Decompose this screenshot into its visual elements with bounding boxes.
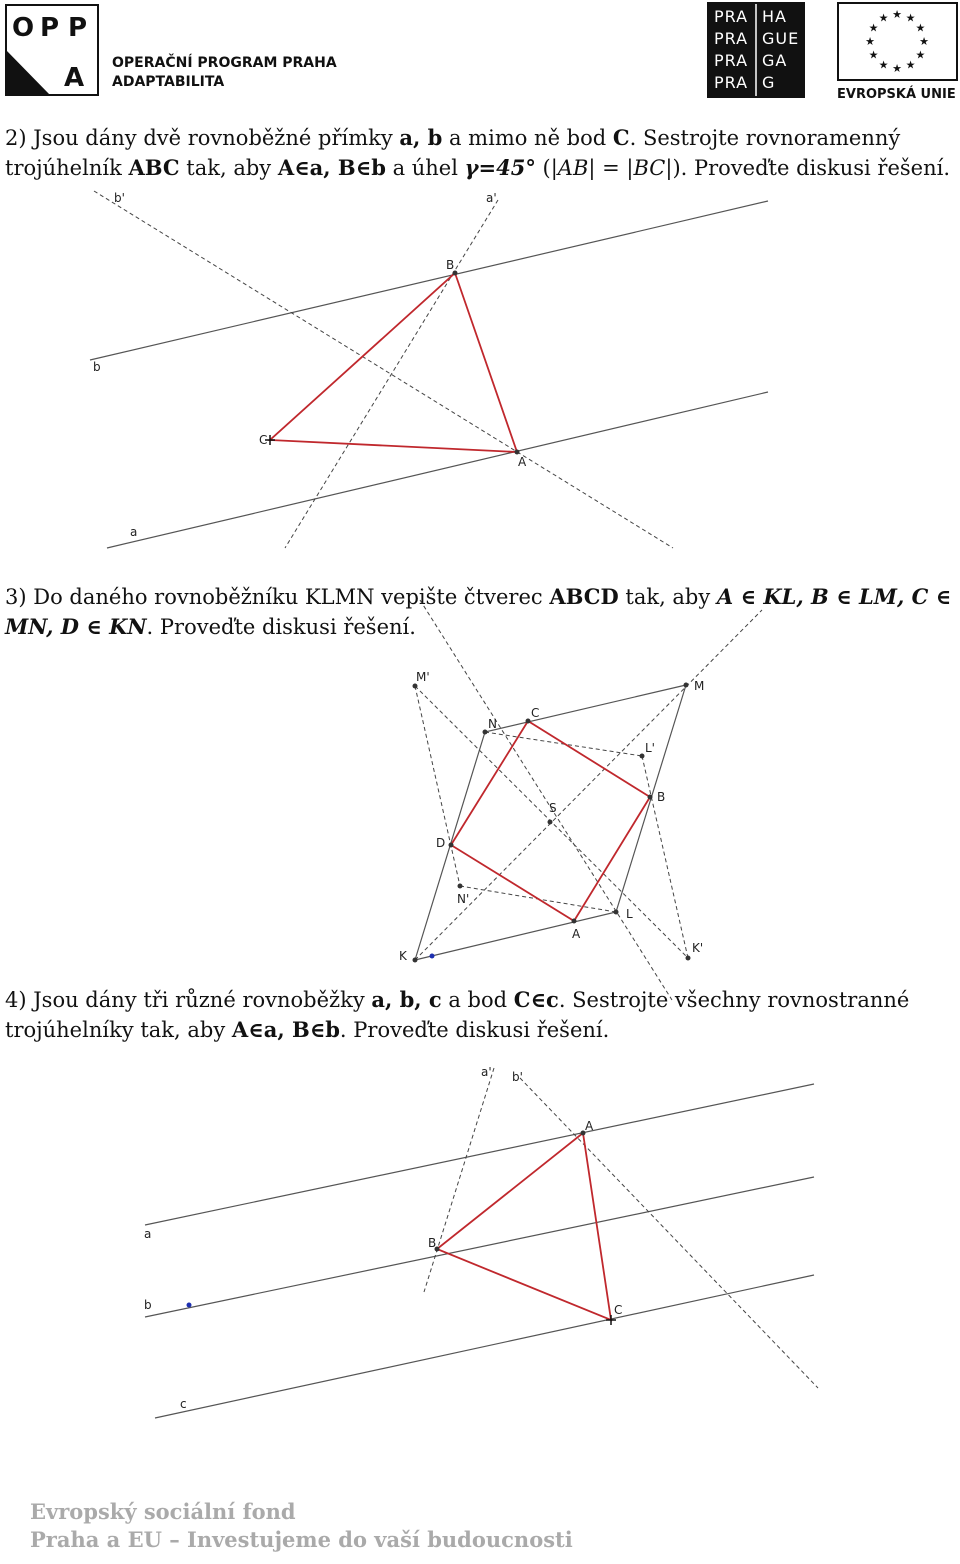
eu-star-icon: ★ <box>892 62 902 75</box>
label-B: B <box>446 258 455 272</box>
task-4-bold: A∈a, B∈b <box>231 1017 340 1042</box>
praha-cell-3b: GA <box>762 51 788 70</box>
task-3-number: 3) <box>5 585 27 609</box>
label-a-prime: a' <box>486 191 497 205</box>
task-2-part: tak, aby <box>179 156 278 180</box>
triangle-abc <box>270 273 517 452</box>
line-a <box>145 1084 814 1225</box>
opp-letter-2: P <box>40 13 60 43</box>
footer-line-1: Evropský sociální fond <box>30 1499 296 1524</box>
label-L: L <box>626 907 633 921</box>
eu-star-icon: ★ <box>878 58 889 72</box>
line-m-prime-n-prime <box>415 686 460 886</box>
opp-logo <box>6 5 337 95</box>
header-logos <box>0 0 960 105</box>
task-2-bold: A∈a, B∈b <box>277 155 386 180</box>
label-N: N <box>488 717 497 731</box>
opp-title-line2: ADAPTABILITA <box>112 74 225 90</box>
eu-star-icon: ★ <box>905 58 916 72</box>
eu-star-icon: ★ <box>905 11 916 25</box>
task-3-part: . Proveďte diskusi řešení. <box>146 615 416 639</box>
task-3-part: Do daného rovnoběžníku KLMN vepište čtverec <box>33 585 550 609</box>
eu-label: EVROPSKÁ UNIE <box>837 87 956 102</box>
point-M-prime <box>413 684 418 689</box>
praha-cell-1a: PRA <box>714 7 749 26</box>
point-L <box>614 910 619 915</box>
eu-star-icon: ★ <box>865 35 875 48</box>
label-A: A <box>585 1119 594 1133</box>
point-D <box>449 843 454 848</box>
label-L-prime: L' <box>645 741 655 755</box>
praha-cell-2a: PRA <box>714 29 749 48</box>
task-3-part: tak, aby <box>618 585 717 609</box>
eu-logo <box>837 3 957 102</box>
eu-star-icon: ★ <box>892 8 902 21</box>
footer <box>30 1498 573 1554</box>
task-2-part: Jsou dány dvě rovnoběžné přímky <box>33 126 400 150</box>
line-b <box>145 1177 814 1317</box>
task-4-part: a bod <box>441 988 514 1012</box>
point-N-prime <box>458 884 463 889</box>
point-S <box>548 820 553 825</box>
eu-stars-icon <box>865 8 929 75</box>
point-K <box>413 958 418 963</box>
praha-cell-2b: GUE <box>762 29 800 48</box>
task-2-part: ( <box>535 156 551 180</box>
label-S: S <box>549 801 557 815</box>
point-L-prime <box>640 754 645 759</box>
line-l-prime-k-prime <box>642 756 688 958</box>
label-K: K <box>399 949 407 963</box>
task-2-text <box>5 123 955 183</box>
label-a-prime: a' <box>481 1065 492 1079</box>
label-a: a <box>130 525 138 539</box>
opp-letter-1: O <box>12 13 35 43</box>
label-B: B <box>428 1236 437 1250</box>
label-b: b <box>93 360 101 374</box>
label-C: C <box>259 433 268 447</box>
opp-title-line1: OPERAČNÍ PROGRAM PRAHA <box>112 55 337 71</box>
task-2-part: a úhel <box>385 156 465 180</box>
point-C <box>526 719 531 724</box>
point-M <box>684 683 689 688</box>
label-C: C <box>614 1303 623 1317</box>
task-3-math: A ∈ KL, B ∈ LM, C ∈ MN, D ∈ KN <box>5 584 952 639</box>
label-b-prime: b' <box>512 1070 523 1084</box>
task-2-number: 2) <box>5 126 27 150</box>
task-4-part: . Sestrojte všechny rovnostranné trojúhelníky tak, aby <box>5 988 910 1042</box>
eu-star-icon: ★ <box>919 35 929 48</box>
task-2-part: a mimo ně bod <box>442 126 613 150</box>
blue-point <box>187 1303 192 1308</box>
label-M: M <box>694 679 705 693</box>
point-N <box>483 730 488 735</box>
line-a-prime <box>285 200 498 548</box>
point-A <box>572 919 577 924</box>
praha-logo <box>707 2 805 98</box>
figure-2 <box>0 600 960 1000</box>
praha-cell-4a: PRA <box>714 73 749 92</box>
diagonal-nl <box>420 600 672 1000</box>
label-b: b <box>144 1298 152 1312</box>
praha-cell-3a: PRA <box>714 51 749 70</box>
label-A: A <box>572 927 581 941</box>
task-4-number: 4) <box>5 988 27 1012</box>
line-a <box>107 392 768 548</box>
praha-cell-4b: G <box>762 73 776 92</box>
task-3-bold: ABCD <box>549 584 619 609</box>
eu-star-icon: ★ <box>868 21 879 35</box>
task-2-part: ). Proveďte diskusi řešení. <box>672 156 951 180</box>
task-4-text <box>5 985 955 1045</box>
diagonal-km <box>415 610 762 960</box>
task-4-part: . Proveďte diskusi řešení. <box>339 1018 610 1042</box>
label-B: B <box>657 790 666 804</box>
label-M-prime: M' <box>416 670 430 684</box>
eu-star-icon: ★ <box>915 21 926 35</box>
label-K-prime: K' <box>692 941 704 955</box>
label-a: a <box>144 1227 152 1241</box>
label-A: A <box>518 455 527 469</box>
eu-star-icon: ★ <box>915 48 926 62</box>
point-A <box>515 450 520 455</box>
task-4-bold: C∈c <box>513 987 559 1012</box>
line-b-prime <box>520 1078 818 1388</box>
footer-line-2: Praha a EU – Investujeme do vaší budoucnosti <box>30 1527 573 1552</box>
label-c: c <box>180 1397 187 1411</box>
point-K-prime <box>686 956 691 961</box>
task-2-bold: a, b <box>399 125 443 150</box>
task-4-part: Jsou dány tři různé rovnoběžky <box>33 988 372 1012</box>
line-c <box>155 1275 814 1418</box>
opp-letter-4: A <box>64 63 85 93</box>
figure-3 <box>0 1060 960 1430</box>
task-2-math: |AB| = |BC| <box>550 156 673 180</box>
task-2-part: . Sestrojte rovnoramenný trojúhelník <box>5 126 901 180</box>
label-b-prime: b' <box>114 191 125 205</box>
line-b-prime <box>94 191 673 548</box>
triangle-abc <box>437 1133 611 1320</box>
label-D: D <box>436 836 446 850</box>
task-4-bold: a, b, c <box>371 987 442 1012</box>
task-2-angle: γ=45° <box>464 155 536 180</box>
line-b <box>90 201 768 360</box>
task-2-bold: C <box>612 125 630 150</box>
blue-point <box>430 954 435 959</box>
label-C: C <box>531 706 540 720</box>
figure-1 <box>0 185 960 555</box>
label-N-prime: N' <box>457 892 470 906</box>
point-B <box>648 795 653 800</box>
task-2-bold: ABC <box>128 155 180 180</box>
opp-letter-3: P <box>68 13 88 43</box>
praha-cell-1b: HA <box>762 7 787 26</box>
eu-star-icon: ★ <box>868 48 879 62</box>
eu-star-icon: ★ <box>878 11 889 25</box>
